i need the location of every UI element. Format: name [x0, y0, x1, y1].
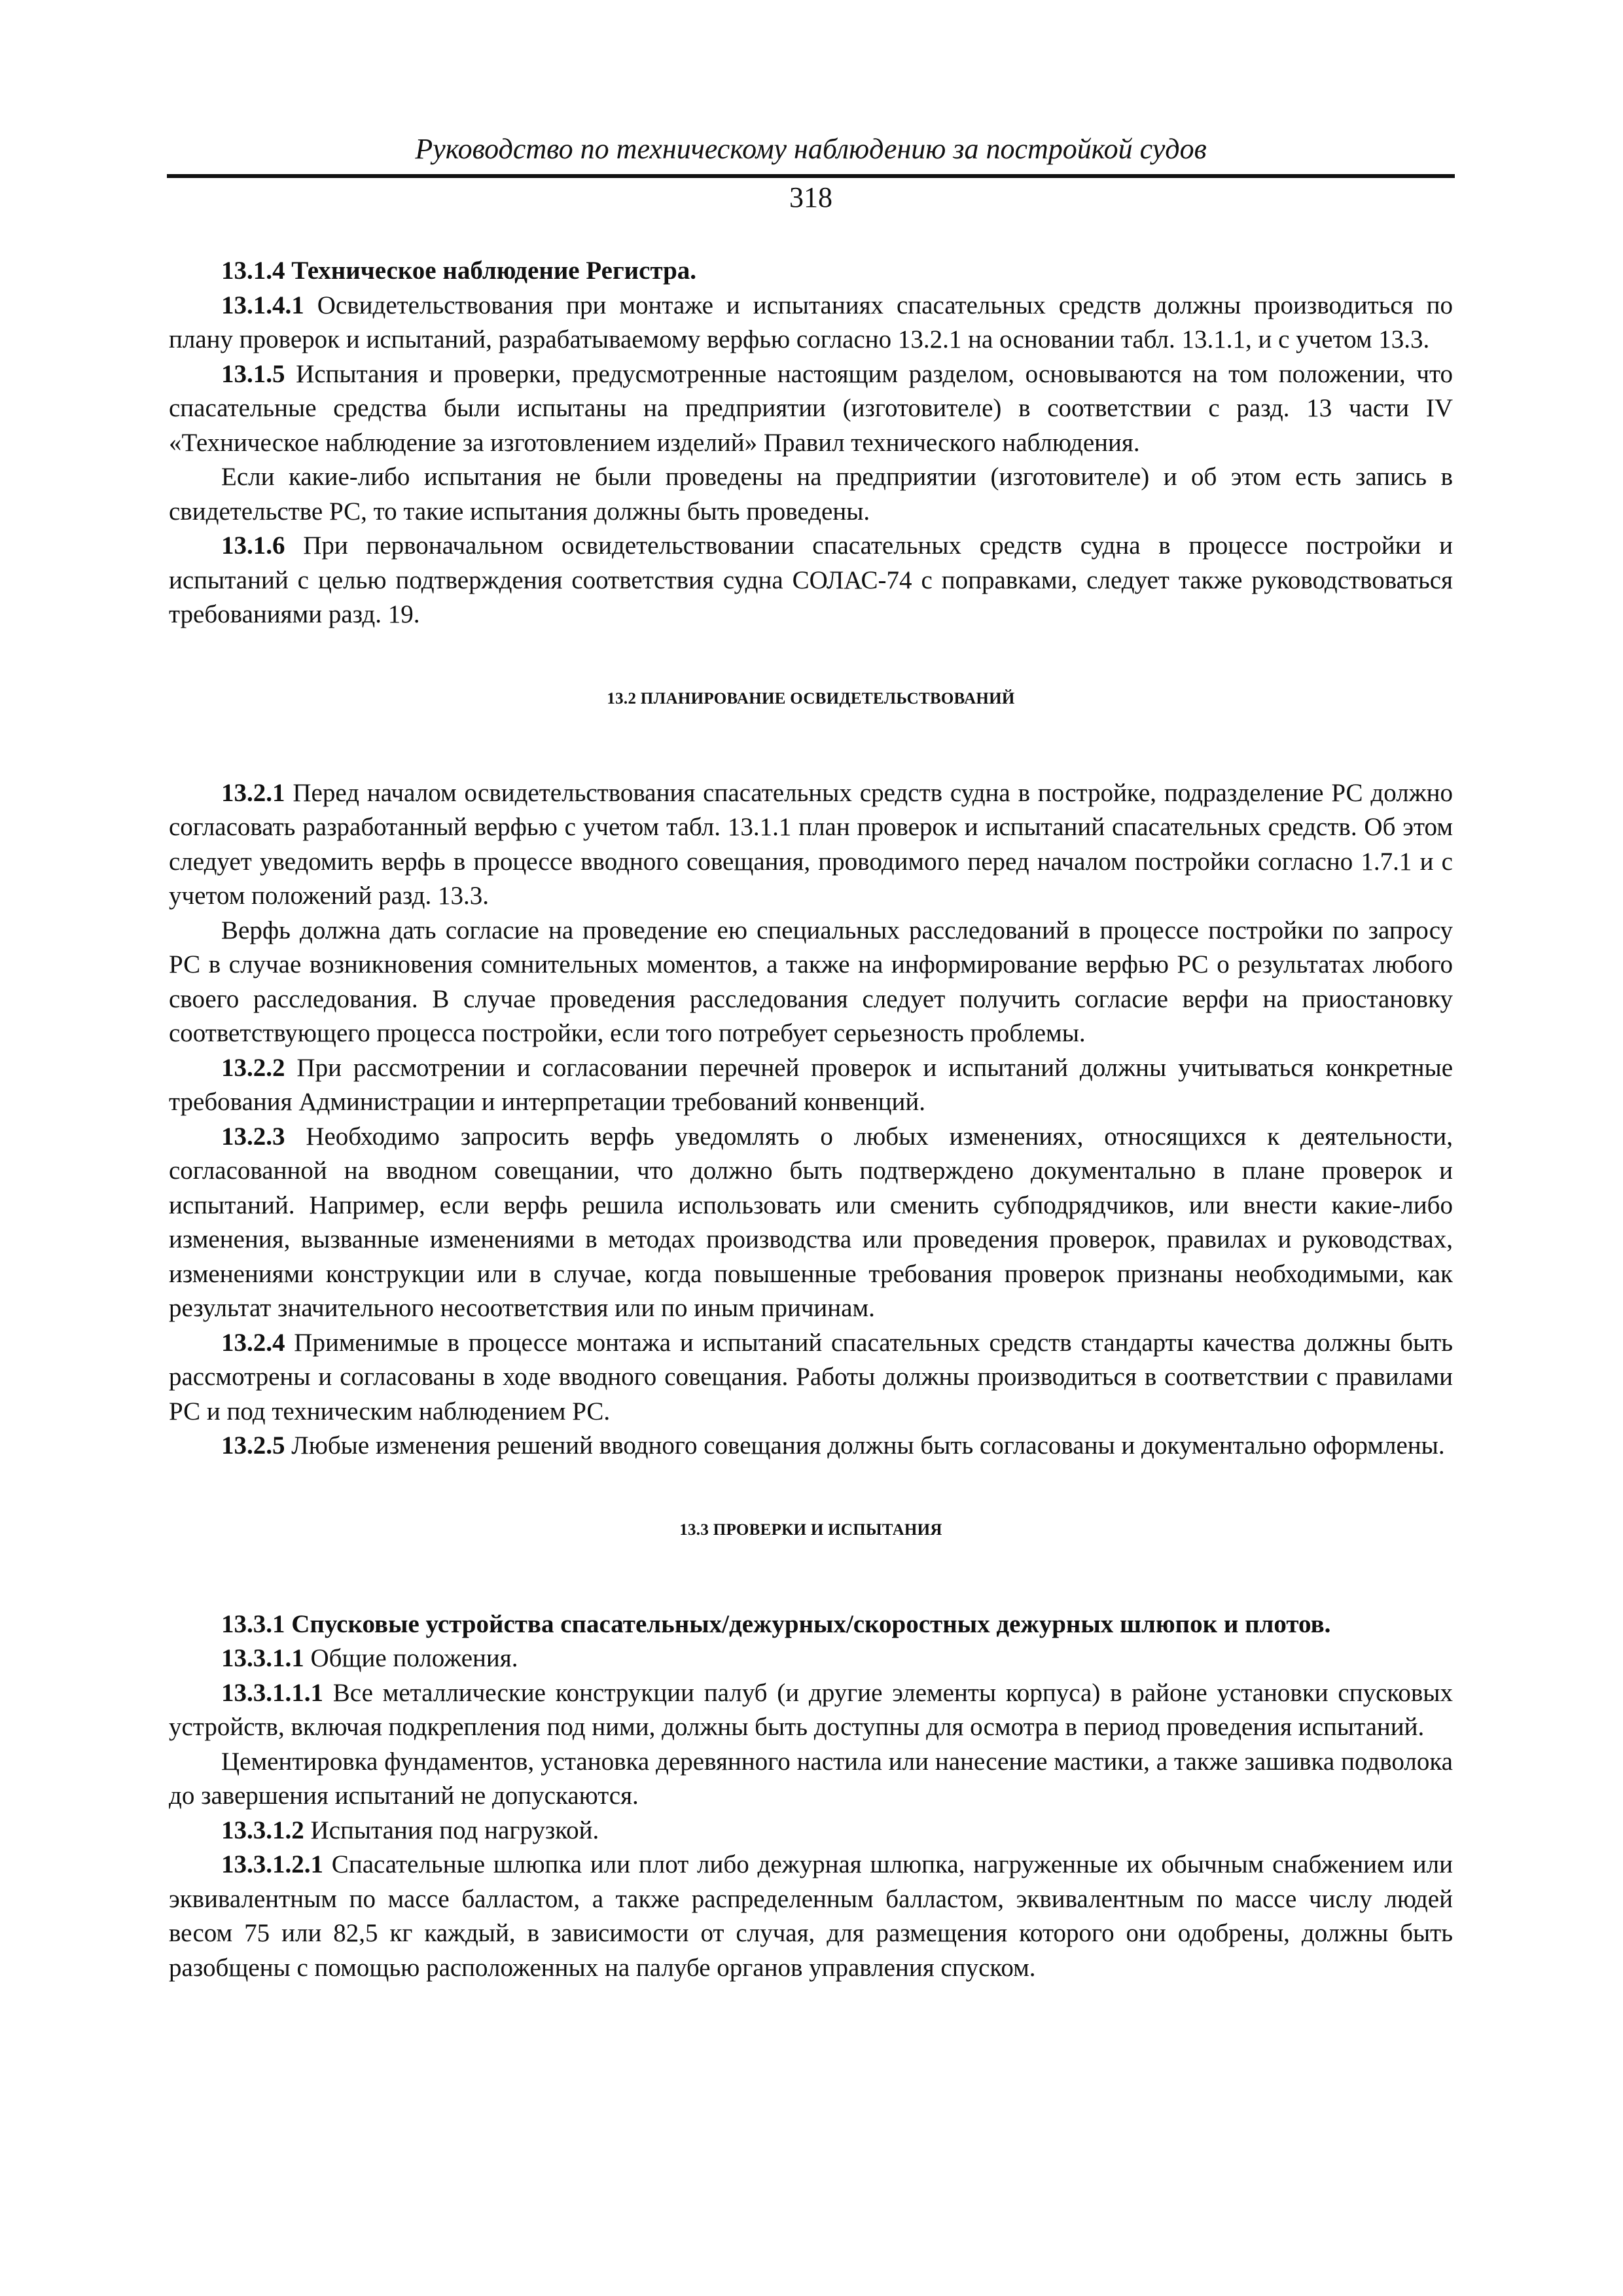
clause-title: Спусковые устройства спасательных/дежурных/скоростных дежурных шлюпок и плотов. [285, 1609, 1331, 1638]
paragraph-text: Применимые в процессе монтажа и испытаний спасательных средств стандарты качества должны быть рассмотрены и согласованы в ходе вводного совещания. Работы должны производиться в соответствии с правилами РС и под техническим наблюдением РС. [169, 1328, 1453, 1426]
spacer [169, 1543, 1453, 1607]
clause-number: 13.2.1 [221, 778, 285, 807]
clause-number: 13.3.1.2 [221, 1816, 304, 1844]
paragraph-text: Верфь должна дать согласие на проведение ею специальных расследований в процессе постройки по запросу РС в случае возникновения сомнительных моментов, а также на информирование верфью РС о результатах любого своего расследования. В случае проведения расследования следует получить согласие верфи на приостановку соответствующего процесса постройки, если того потребует серьезность проблемы. [169, 916, 1453, 1047]
paragraph-text: Спасательные шлюпка или плот либо дежурная шлюпка, нагруженные их обычным снабжением или эквивалентным по массе балластом, а также распределенным балластом, эквивалентным по массе числу людей весом 75 или 82,5 кг каждый, в зависимости от случая, для размещения которого они одобрены, должны быть разобщены с помощью расположенных на палубе органов управления спуском. [169, 1850, 1453, 1982]
clause-number: 13.2.4 [221, 1328, 285, 1357]
clause-number: 13.1.4 [221, 257, 285, 285]
clause-number: 13.2.3 [221, 1122, 285, 1151]
spacer [169, 712, 1453, 776]
paragraph [169, 1607, 1453, 1642]
paragraph [169, 1429, 1453, 1463]
paragraph-text: Если какие-либо испытания не были проведены на предприятии (изготовителе) и об этом есть запись в свидетельстве РС, то такие испытания должны быть проведены. [169, 463, 1453, 526]
paragraph [169, 289, 1453, 357]
paragraph [169, 1641, 1453, 1676]
paragraph [169, 1676, 1453, 1745]
paragraph-text: Общие положения. [304, 1644, 518, 1672]
clause-number: 13.3.1 [221, 1609, 285, 1638]
paragraph-text: Необходимо запросить верфь уведомлять о любых изменениях, относящихся к деятельности, согласованной на вводном совещании, что должно быть подтверждено документально в плане проверок и испытаний. Например, если верфь решила использовать или сменить субподрядчиков, или внести какие-либо изменения, вызванные изменениями в методах производства или проведения проверок, правилах и руководствах, изменениями конструкции или в случае, когда повышенные требования проверок признаны необходимыми, как результат значительного несоответствия или по иным причинам. [169, 1122, 1453, 1322]
paragraph [169, 254, 1453, 289]
paragraph-text: При рассмотрении и согласовании перечней проверок и испытаний должны учитываться конкретные требования Администрации и интерпретации требований конвенций. [169, 1053, 1453, 1116]
paragraph [169, 1051, 1453, 1120]
paragraph [169, 529, 1453, 632]
paragraph [169, 357, 1453, 461]
paragraph-text: Любые изменения решений вводного совещания должны быть согласованы и документально оформлены. [285, 1431, 1445, 1460]
clause-title: Техническое наблюдение Регистра. [285, 257, 697, 285]
paragraph-text: Перед началом освидетельствования спасательных средств судна в постройке, подразделение РС должно согласовать разработанный верфью с учетом табл. 13.1.1 план проверок и испытаний спасательных средств. Об этом следует уведомить верфь в процессе вводного совещания, проводимого перед началом постройки согласно 1.7.1 и с учетом положений разд. 13.3. [169, 778, 1453, 910]
clause-number: 13.3.1.1.1 [221, 1678, 323, 1707]
paragraph [169, 1326, 1453, 1429]
running-header: Руководство по техническому наблюдению за постройкой судов [415, 133, 1207, 165]
paragraph [169, 1814, 1453, 1848]
paragraph-text: Цементировка фундаментов, установка деревянного настила или нанесение мастики, а также зашивка подволока до завершения испытаний не допускаются. [169, 1747, 1453, 1810]
paragraph-text: Все металлические конструкции палуб (и другие элементы корпуса) в районе установки спусковых устройств, включая подкрепления под ними, должны быть доступны для осмотра в период проведения испытаний. [169, 1678, 1453, 1741]
paragraph-text: Испытания под нагрузкой. [304, 1816, 599, 1844]
section-heading: 13.3 ПРОВЕРКИ И ИСПЫТАНИЯ [679, 1520, 942, 1539]
spacer [169, 632, 1453, 686]
clause-number: 13.1.4.1 [221, 291, 304, 319]
page-number: 318 [789, 181, 832, 213]
paragraph [169, 1848, 1453, 1985]
paragraph-text: Испытания и проверки, предусмотренные настоящим разделом, основываются на том положении, что спасательные средства были испытаны на предприятии (изготовителе) в соответствии с разд. 13 части IV «Техническое наблюдение за изготовлением изделий» Правил технического наблюдения. [169, 359, 1453, 457]
document-body [169, 254, 1453, 1985]
clause-number: 13.3.1.2.1 [221, 1850, 323, 1878]
spacer [169, 1463, 1453, 1517]
paragraph [169, 776, 1453, 914]
paragraph-text: При первоначальном освидетельствовании спасательных средств судна в процессе постройки и испытаний с целью подтверждения соответствия судна СОЛАС-74 с поправками, следует также руководствоваться требованиями разд. 19. [169, 531, 1453, 628]
paragraph [169, 1745, 1453, 1814]
clause-number: 13.2.2 [221, 1053, 285, 1082]
paragraph [169, 914, 1453, 1051]
clause-number: 13.3.1.1 [221, 1644, 304, 1672]
clause-number: 13.1.6 [221, 531, 285, 560]
clause-number: 13.2.5 [221, 1431, 285, 1460]
clause-number: 13.1.5 [221, 359, 285, 388]
paragraph [169, 460, 1453, 529]
section-heading: 13.2 ПЛАНИРОВАНИЕ ОСВИДЕТЕЛЬСТВОВАНИЙ [607, 689, 1015, 708]
paragraph [169, 1120, 1453, 1326]
paragraph-text: Освидетельствования при монтаже и испытаниях спасательных средств должны производиться по плану проверок и испытаний, разрабатываемому верфью согласно 13.2.1 на основании табл. 13.1.1, и с учетом 13.3. [169, 291, 1453, 353]
